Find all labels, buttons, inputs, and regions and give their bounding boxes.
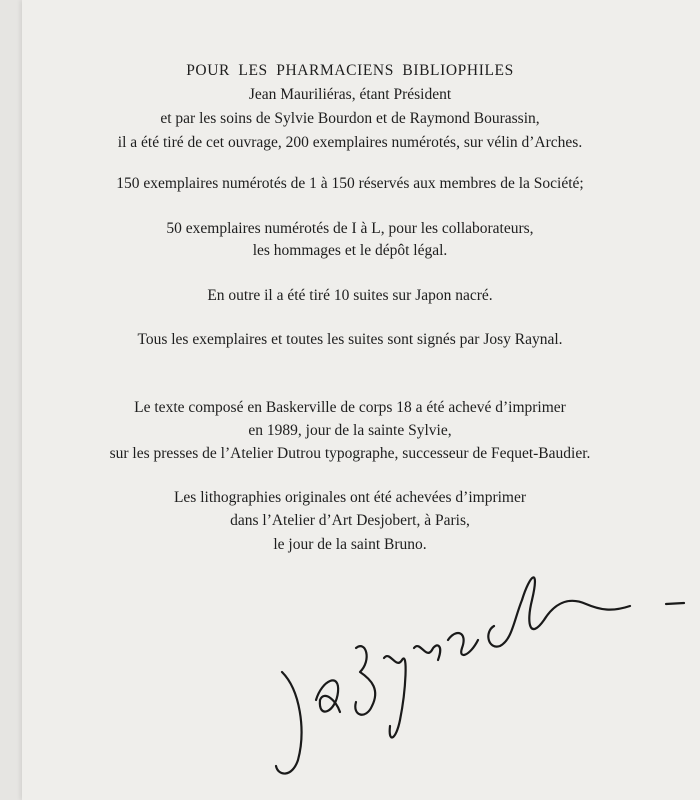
colophon-line: 50 exemplaires numérotés de I à L, pour les collaborateurs, xyxy=(166,220,534,237)
colophon-line: Jean Mauriliéras, étant Président xyxy=(248,86,452,103)
colophon-line: Les lithographies originales ont été achevées d’imprimer xyxy=(173,489,527,506)
colophon-line: les hommages et le dépôt légal. xyxy=(252,242,448,259)
colophon-line: dans l’Atelier d’Art Desjobert, à Paris, xyxy=(230,512,470,529)
colophon-line: Tous les exemplaires et toutes les suites sont signés par Josy Raynal. xyxy=(137,331,563,348)
colophon-line: il a été tiré de cet ouvrage, 200 exemplaires numérotés, sur vélin d’Arches. xyxy=(117,134,583,151)
colophon-line: 150 exemplaires numérotés de 1 à 150 réservés aux membres de la Société; xyxy=(116,175,584,192)
colophon-line: En outre il a été tiré 10 suites sur Japon nacré. xyxy=(207,287,493,304)
colophon-line: sur les presses de l’Atelier Dutrou typographe, successeur de Fequet-Baudier. xyxy=(109,445,591,462)
colophon-heading: POUR LES PHARMACIENS BIBLIOPHILES xyxy=(186,62,514,79)
colophon-line: le jour de la saint Bruno. xyxy=(273,536,427,553)
colophon-line: en 1989, jour de la sainte Sylvie, xyxy=(248,422,452,439)
colophon-line: Le texte composé en Baskerville de corps 18 a été achevé d’imprimer xyxy=(134,399,566,416)
colophon-line: et par les soins de Sylvie Bourdon et de Raymond Bourassin, xyxy=(160,110,540,127)
